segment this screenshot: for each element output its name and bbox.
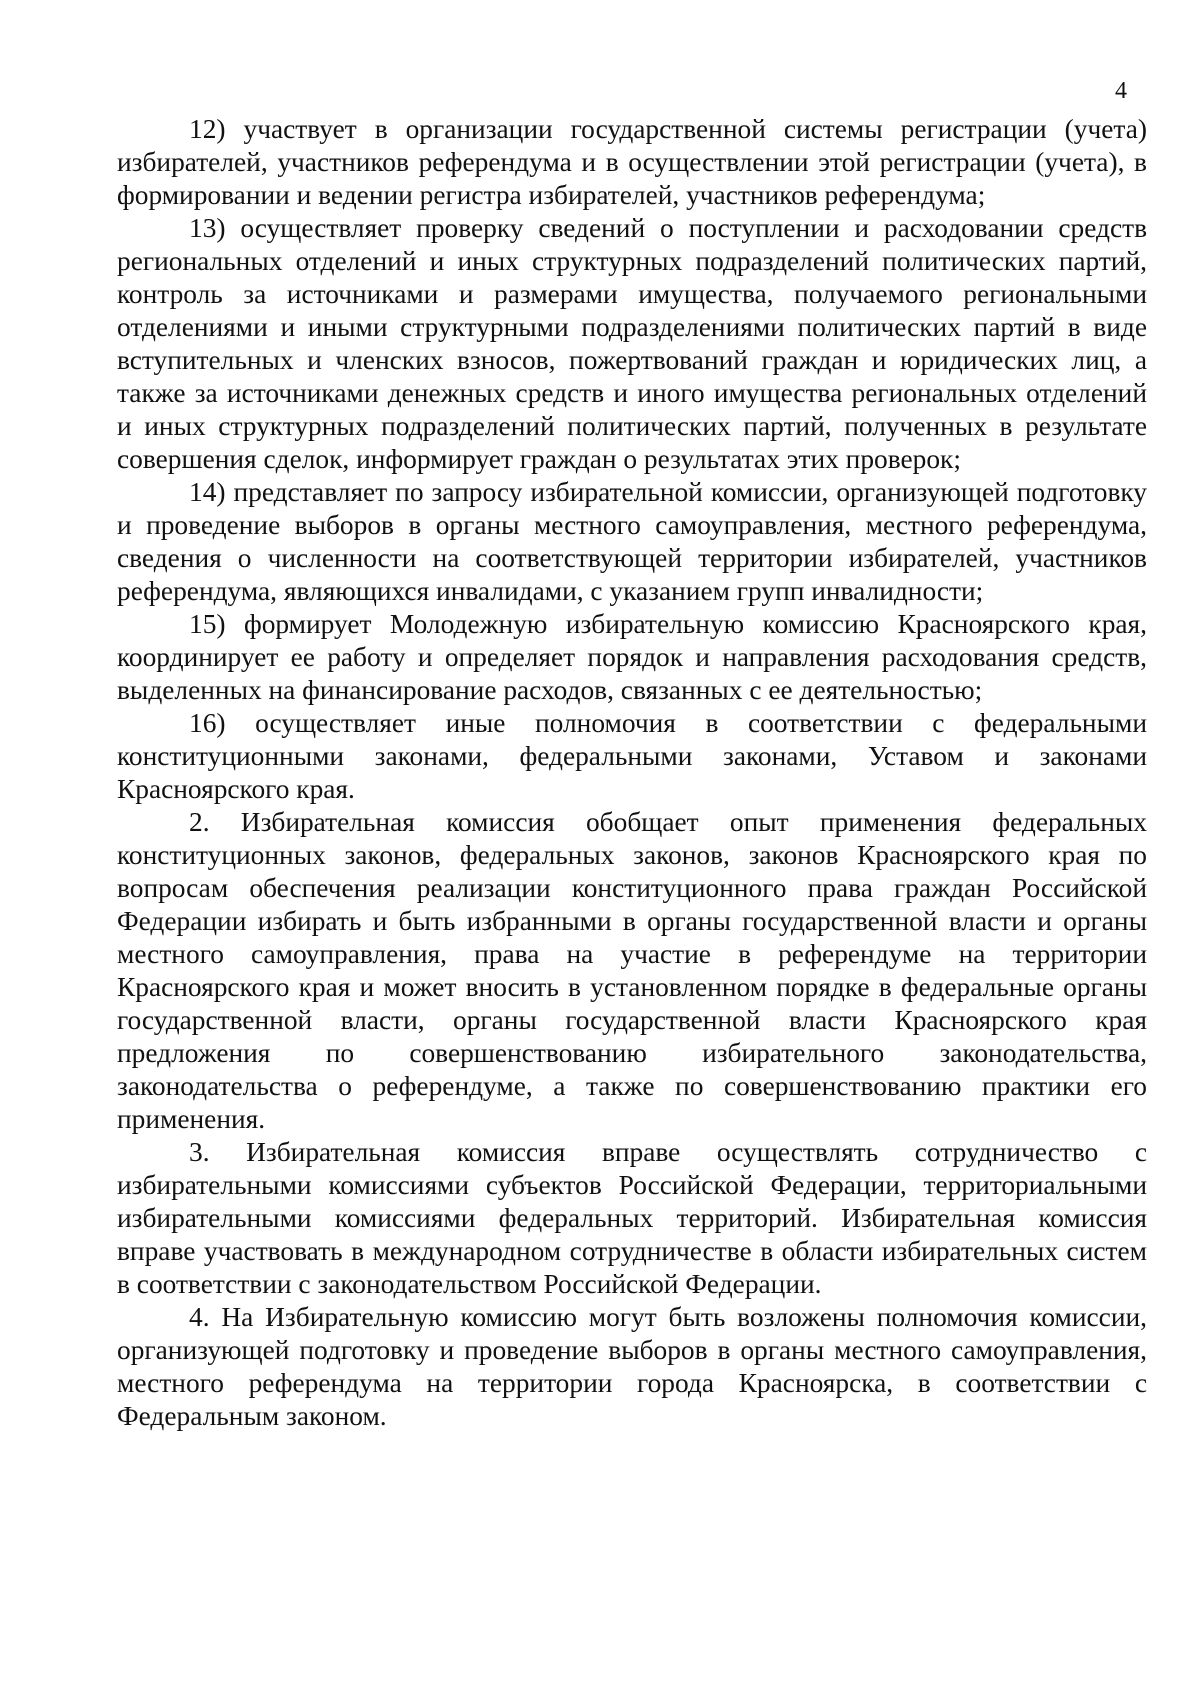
paragraph-item-13: 13) осуществляет проверку сведений о поступлении и расходовании средств региональных отделений и иных структурных подразделений политических партий, контроль за источниками и размерами имущества, получаемого региональными отделениями и иными структурными подразделениями политических партий в виде вступительных и членских взносов, пожертвований граждан и юридических лиц, а также за источниками денежных средств и иного имущества региональных отделений и иных структурных подразделений политических партий, полученных в результате совершения сделок, информирует граждан о результатах этих проверок;: [117, 213, 1147, 474]
document-body: [117, 113, 1147, 1433]
paragraph-item-15: 15) формирует Молодежную избирательную комиссию Красноярского края, координирует ее работу и определяет порядок и направления расходования средств, выделенных на финансирование расходов, связанных с ее деятельностью;: [117, 609, 1147, 705]
paragraph-item-14: 14) представляет по запросу избирательной комиссии, организующей подготовку и проведение выборов в органы местного самоуправления, местного референдума, сведения о численности на соответствующей территории избирателей, участников референдума, являющихся инвалидами, с указанием групп инвалидности;: [117, 477, 1147, 606]
paragraph-section-4: 4. На Избирательную комиссию могут быть возложены полномочия комиссии, организующей подготовку и проведение выборов в органы местного самоуправления, местного референдума на территории города Красноярска, в соответствии с Федеральным законом.: [117, 1302, 1147, 1431]
paragraph-item-12: 12) участвует в организации государственной системы регистрации (учета) избирателей, участников референдума и в осуществлении этой регистрации (учета), в формировании и ведении регистра избирателей, участников референдума;: [117, 114, 1147, 210]
paragraph-item-16: 16) осуществляет иные полномочия в соответствии с федеральными конституционными законами, федеральными законами, Уставом и законами Красноярского края.: [117, 708, 1147, 804]
page-number: 4: [1115, 78, 1127, 104]
paragraph-section-2: 2. Избирательная комиссия обобщает опыт применения федеральных конституционных законов, федеральных законов, законов Красноярского края по вопросам обеспечения реализации конституционного права граждан Российской Федерации избирать и быть избранными в органы государственной власти и органы местного самоуправления, права на участие в референдуме на территории Красноярского края и может вносить в установленном порядке в федеральные органы государственной власти, органы государственной власти Красноярского края предложения по совершенствованию избирательного законодательства, законодательства о референдуме, а также по совершенствованию практики его применения.: [117, 807, 1147, 1134]
paragraph-section-3: 3. Избирательная комиссия вправе осуществлять сотрудничество с избирательными комиссиями субъектов Российской Федерации, территориальными избирательными комиссиями федеральных территорий. Избирательная комиссия вправе участвовать в международном сотрудничестве в области избирательных систем в соответствии с законодательством Российской Федерации.: [117, 1137, 1147, 1299]
